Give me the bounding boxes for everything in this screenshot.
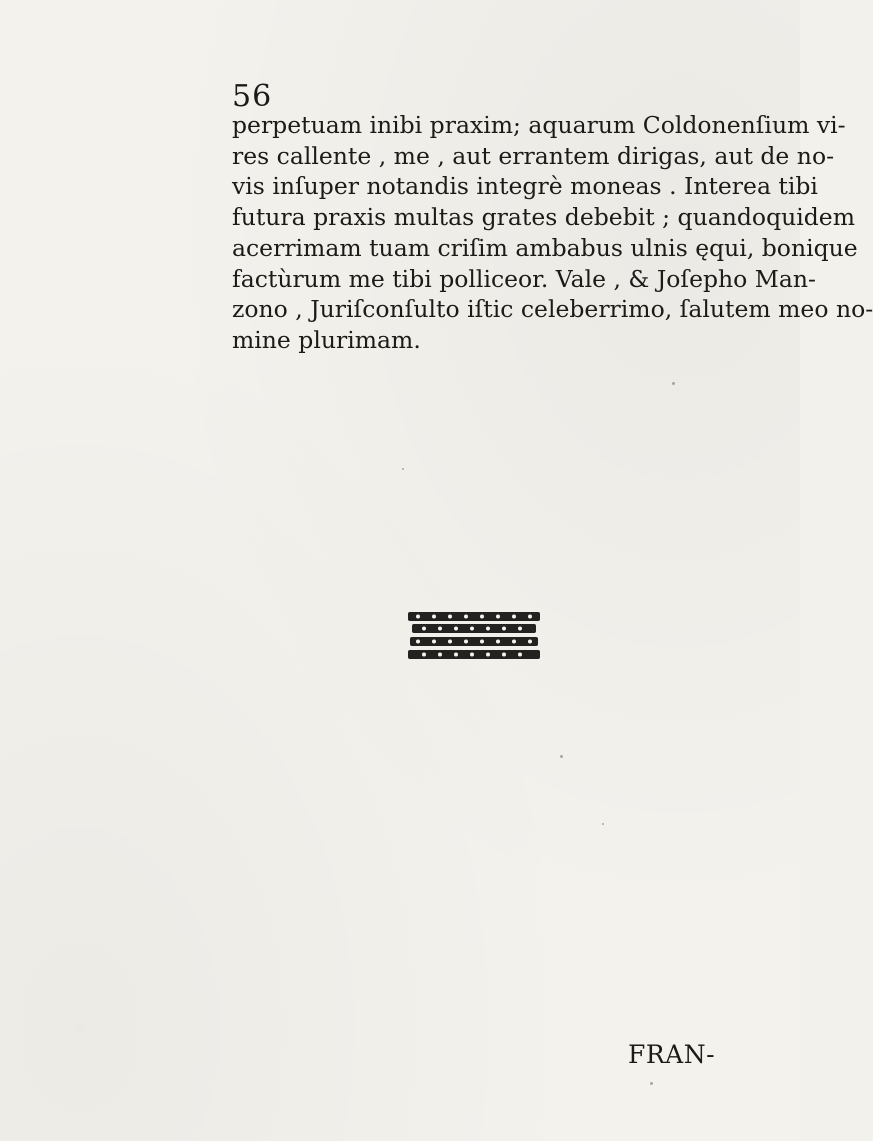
paper-speck <box>560 755 563 758</box>
text-line: zono , Juriſconſulto iſtic celeberrimo, ſalutem meo no- <box>232 295 873 324</box>
text-line: futura praxis multas grates debebit ; quandoquidem <box>232 203 856 232</box>
printer-ornament <box>404 610 544 662</box>
page-number: 56 <box>232 79 273 114</box>
catchword: FRAN- <box>628 1040 716 1069</box>
paper-speck <box>650 1082 653 1085</box>
body-text <box>232 110 873 356</box>
text-line: perpetuam inibi praxim; aquarum Coldonenſium vi- <box>232 111 846 139</box>
paper-speck <box>672 382 675 385</box>
text-line: mine plurimam. <box>232 325 421 354</box>
text-line: vis inſuper notandis integrè moneas . Interea tibi <box>232 172 818 201</box>
paper-speck <box>402 468 404 470</box>
text-line: acerrimam tuam criſim ambabus ulnis ęqui, bonique <box>232 233 858 262</box>
text-line: factùrum me tibi polliceor. Vale , & Joſepho Man- <box>232 264 816 293</box>
paper-speck <box>602 823 604 825</box>
text-line: res callente , me , aut errantem dirigas, aut de no- <box>232 141 835 170</box>
